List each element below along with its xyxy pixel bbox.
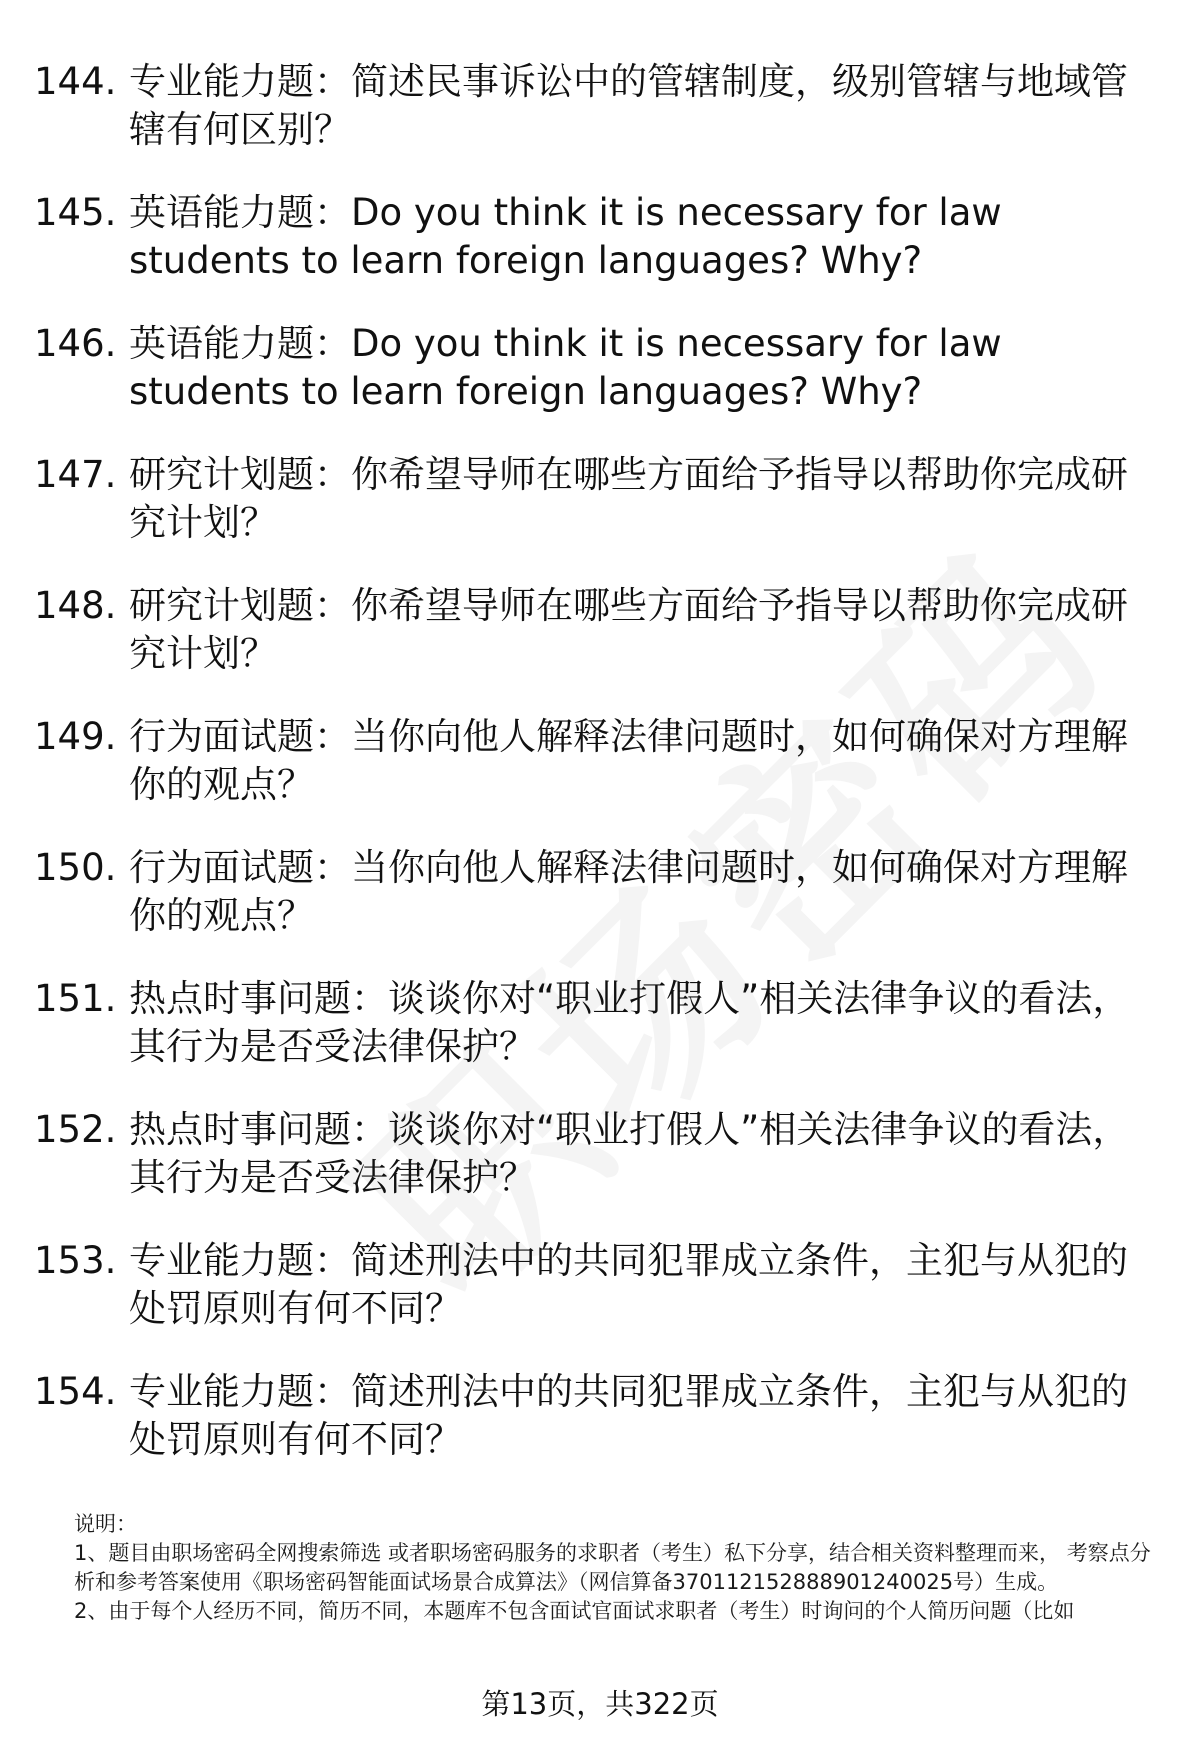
question-item bbox=[0, 713, 1200, 844]
question-number: 152. bbox=[34, 1108, 117, 1151]
page-number-label: 第13页，共322页 bbox=[481, 1687, 719, 1721]
question-text: 热点时事问题：谈谈你对“职业打假人”相关法律争议的看法，其行为是否受法律保护？ bbox=[129, 1108, 1130, 1199]
question-number: 150. bbox=[34, 846, 117, 889]
question-item bbox=[0, 189, 1200, 320]
question-item bbox=[0, 1106, 1200, 1237]
notes-section bbox=[74, 1510, 1164, 1626]
question-item bbox=[0, 1368, 1200, 1499]
question-item bbox=[0, 58, 1200, 189]
question-text: 热点时事问题：谈谈你对“职业打假人”相关法律争议的看法，其行为是否受法律保护？ bbox=[129, 977, 1130, 1068]
question-number: 147. bbox=[34, 453, 117, 496]
notes-item-1: 1、题目由职场密码全网搜索筛选 或者职场密码服务的求职者（考生）私下分享，结合相关资料整理而来， 考察点分析和参考答案使用《职场密码智能面试场景合成算法》（网信算备370112152888901240025号）生成。 bbox=[74, 1541, 1151, 1594]
question-text: 专业能力题：简述刑法中的共同犯罪成立条件，主犯与从犯的处罚原则有何不同？ bbox=[129, 1239, 1128, 1330]
question-item bbox=[0, 844, 1200, 975]
question-item bbox=[0, 975, 1200, 1106]
question-number: 145. bbox=[34, 191, 117, 234]
question-number: 144. bbox=[34, 60, 117, 103]
question-number: 151. bbox=[34, 977, 117, 1020]
question-text: 英语能力题：Do you think it is necessary for law students to learn foreign languages? Why? bbox=[129, 322, 1014, 413]
question-list bbox=[0, 58, 1200, 1499]
question-item bbox=[0, 582, 1200, 713]
question-text: 专业能力题：简述民事诉讼中的管辖制度，级别管辖与地域管辖有何区别？ bbox=[129, 60, 1128, 151]
question-number: 146. bbox=[34, 322, 117, 365]
question-text: 英语能力题：Do you think it is necessary for law students to learn foreign languages? Why? bbox=[129, 191, 1014, 282]
question-text: 专业能力题：简述刑法中的共同犯罪成立条件，主犯与从犯的处罚原则有何不同？ bbox=[129, 1370, 1128, 1461]
question-item bbox=[0, 320, 1200, 451]
question-text: 研究计划题：你希望导师在哪些方面给予指导以帮助你完成研究计划？ bbox=[129, 584, 1128, 675]
question-item bbox=[0, 451, 1200, 582]
question-number: 153. bbox=[34, 1239, 117, 1282]
notes-heading: 说明： bbox=[74, 1512, 137, 1536]
notes-item-2: 2、由于每个人经历不同，简历不同，本题库不包含面试官面试求职者（考生）时询问的个人简历问题（比如 bbox=[74, 1599, 1075, 1623]
question-number: 148. bbox=[34, 584, 117, 627]
question-number: 149. bbox=[34, 715, 117, 758]
question-text: 行为面试题：当你向他人解释法律问题时，如何确保对方理解你的观点？ bbox=[129, 715, 1128, 806]
question-text: 行为面试题：当你向他人解释法律问题时，如何确保对方理解你的观点？ bbox=[129, 846, 1128, 937]
question-number: 154. bbox=[34, 1370, 117, 1413]
question-text: 研究计划题：你希望导师在哪些方面给予指导以帮助你完成研究计划？ bbox=[129, 453, 1128, 544]
question-item bbox=[0, 1237, 1200, 1368]
